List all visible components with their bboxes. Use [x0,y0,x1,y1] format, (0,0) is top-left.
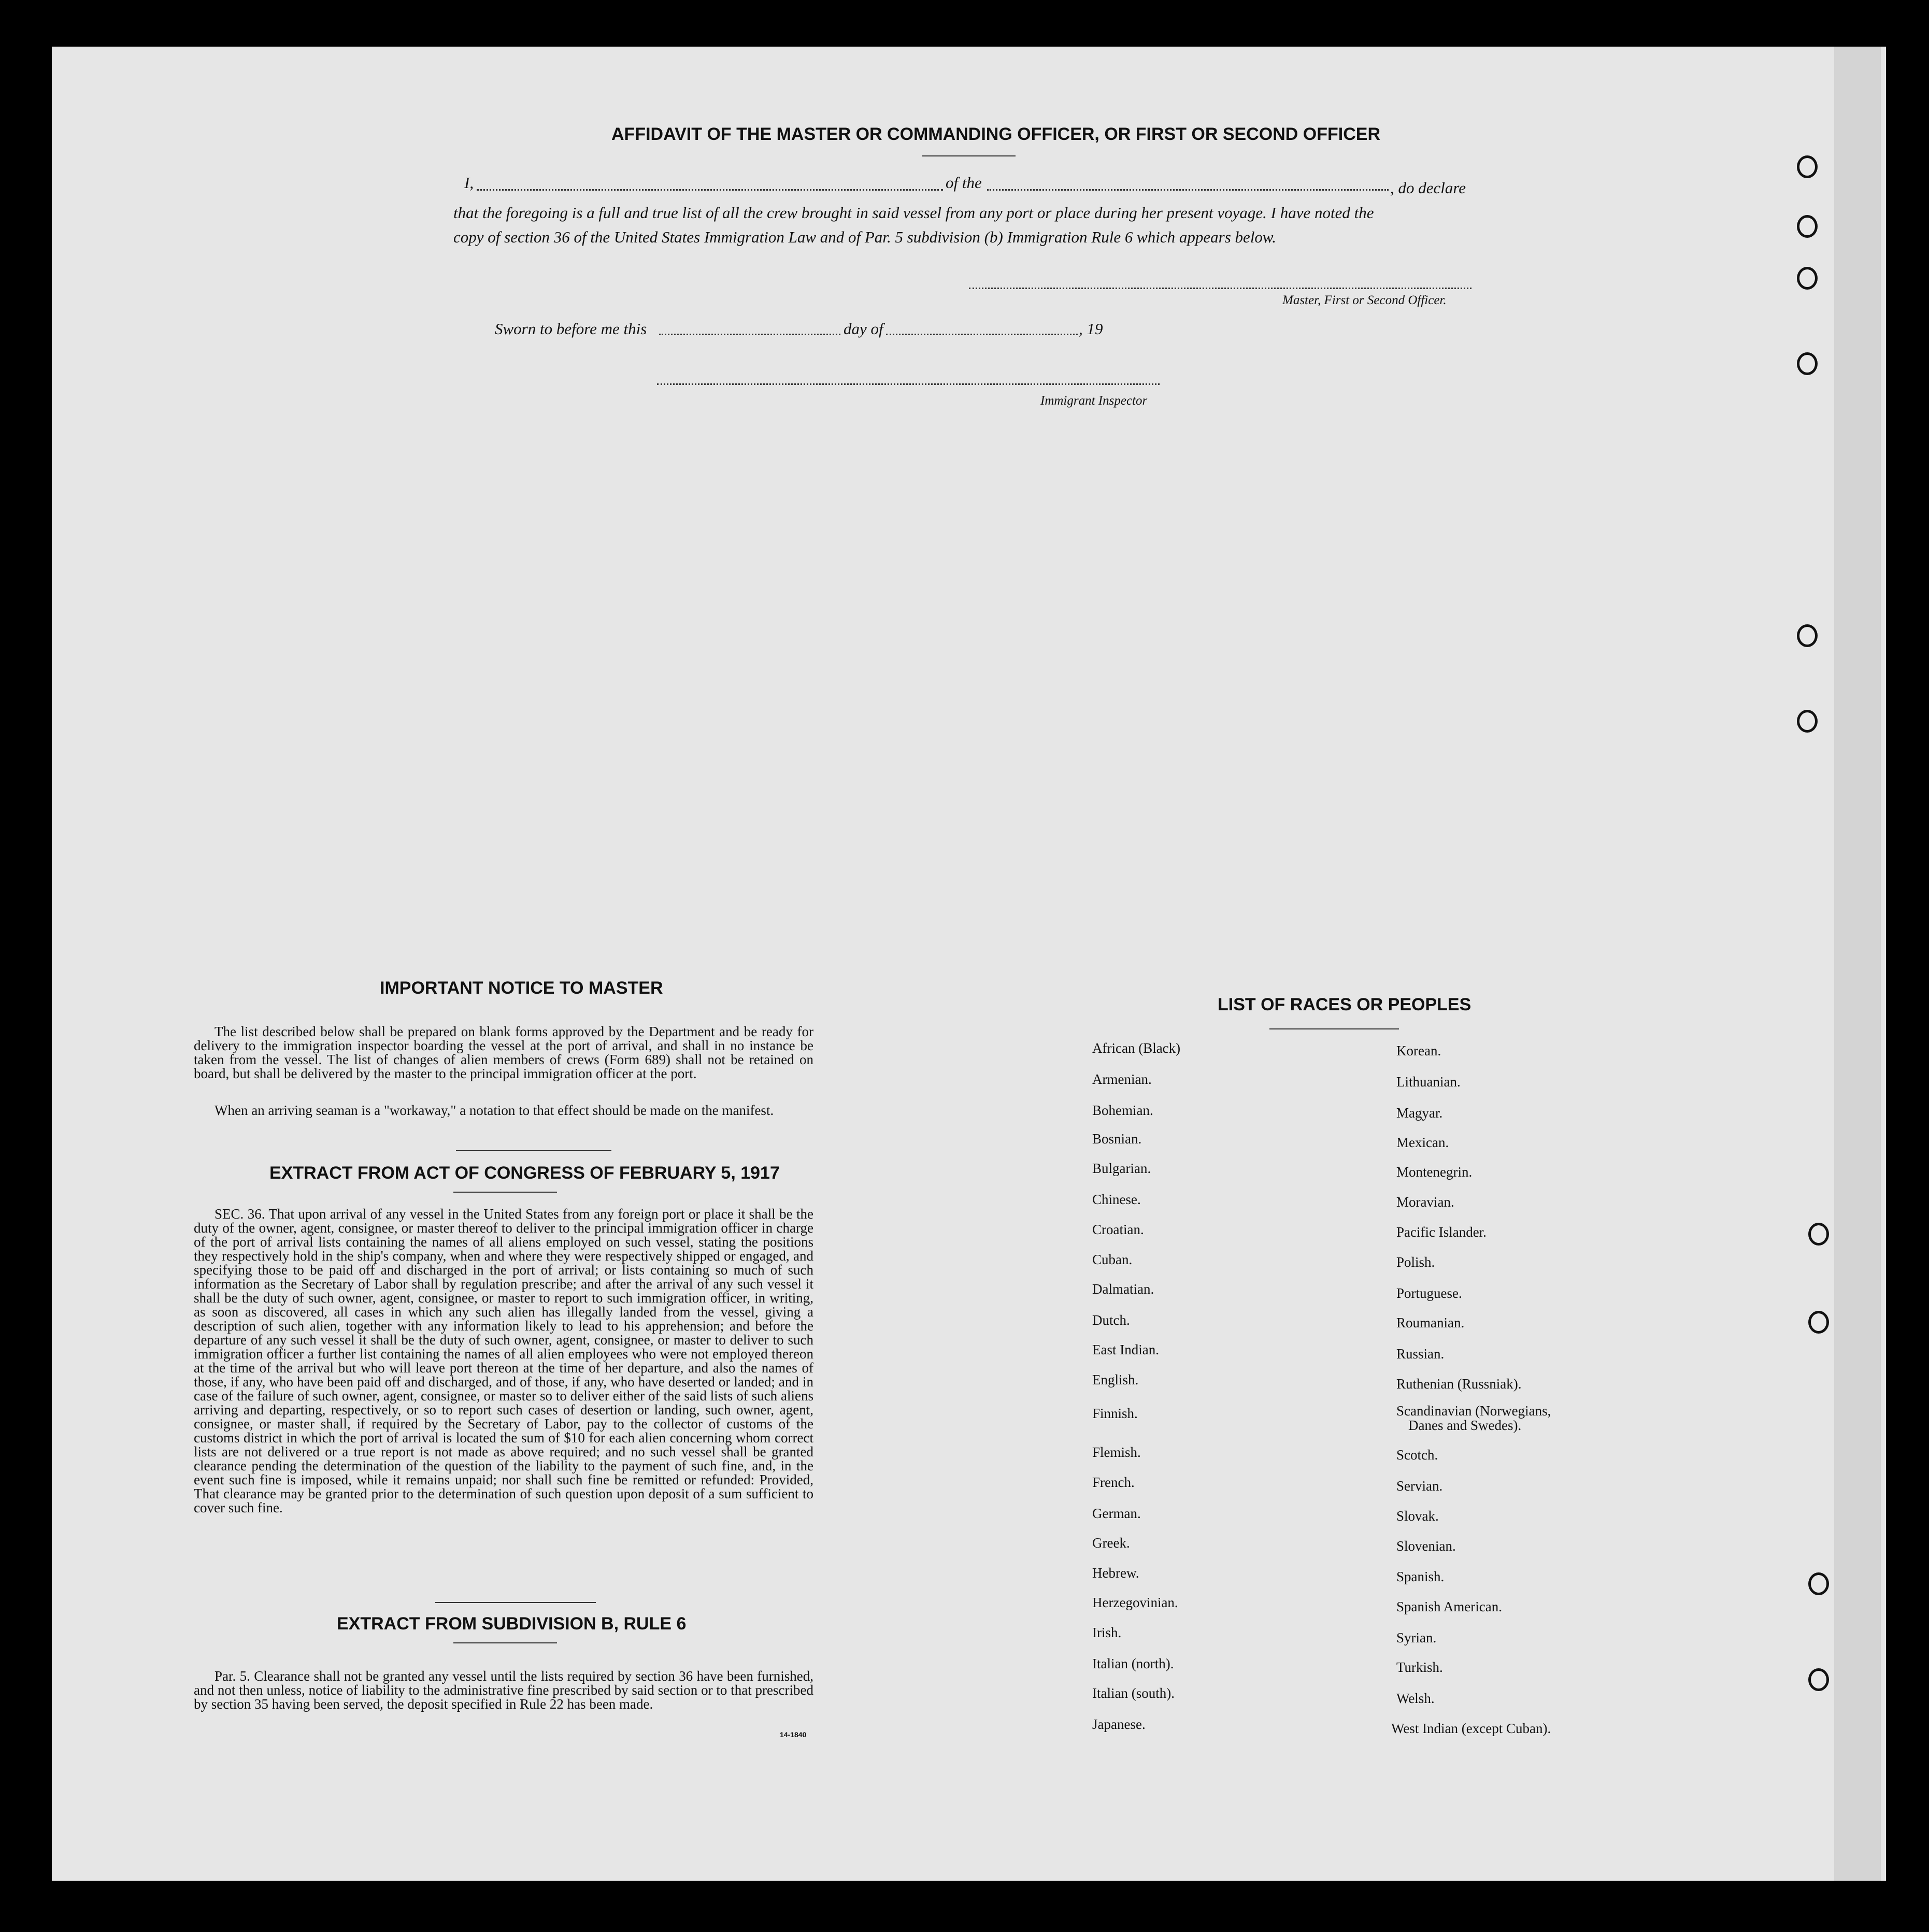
binder-hole-icon [1797,710,1818,733]
race-entry: Scotch. [1396,1447,1438,1463]
races-title-rule [1269,1028,1399,1029]
rule-title-rule [453,1642,557,1643]
master-signature-label: Master, First or Second Officer. [1282,293,1447,307]
race-entry: Korean. [1396,1043,1441,1058]
affidavit-of-the: of the [946,174,982,192]
notice-paragraph-2 [194,1104,813,1118]
notice-paragraph-2-text: When an arriving seaman is a "workaway," a notation to that effect should be made on the manifest. [215,1103,774,1118]
race-entry: Pacific Islander. [1396,1224,1487,1240]
affidavit-title: AFFIDAVIT OF THE MASTER OR COMMANDING OFFICER, OR FIRST OR SECOND OFFICER [611,124,1380,144]
binder-hole-icon [1808,1572,1829,1595]
act-title: EXTRACT FROM ACT OF CONGRESS OF FEBRUARY 5, 1917 [269,1163,780,1183]
rule-paragraph [194,1669,813,1711]
day-of-label: day of [844,320,883,338]
notice-paragraph-1 [194,1025,813,1081]
race-entry: Lithuanian. [1396,1074,1461,1090]
binder-hole-icon [1808,1311,1829,1334]
act-paragraph [194,1207,813,1515]
notice-paragraph-1-text: The list described below shall be prepared on blank forms approved by the Department and be ready for delivery to the immigration inspector boarding the vessel at the port of arrival, and shall in no instance be taken from the vessel. The list of changes of alien members of crews (Form 689) shall not be retained on board, but shall be delivered by the master to the principal immigration officer at the port. [194,1024,813,1081]
affidavit-line-3: copy of section 36 of the United States Immigration Law and of Par. 5 subdivision (b) Immigration Rule 6 which appears below. [453,228,1277,246]
race-entry: Mexican. [1396,1135,1449,1150]
race-entry: English. [1092,1372,1139,1387]
race-entry: Irish. [1092,1625,1122,1640]
year-label: , 19 [1079,320,1103,338]
race-entry: Servian. [1396,1478,1443,1494]
race-entry: Bosnian. [1092,1131,1142,1147]
race-entry: West Indian (except Cuban). [1391,1721,1551,1736]
binder-hole-icon [1797,215,1818,238]
binder-hole-icon [1797,155,1818,178]
binder-hole-icon [1797,267,1818,290]
race-entry: Armenian. [1092,1071,1152,1087]
race-entry: Slovenian. [1396,1538,1456,1554]
race-entry: Spanish American. [1396,1599,1502,1614]
race-entry: Dutch. [1092,1312,1130,1328]
race-entry: German. [1092,1506,1141,1521]
inspector-label: Immigrant Inspector [1040,394,1148,408]
notice-divider [456,1150,611,1151]
race-entry: Cuban. [1092,1252,1133,1267]
race-entry: Montenegrin. [1396,1164,1473,1180]
race-entry: East Indian. [1092,1342,1159,1357]
act-divider [435,1602,596,1603]
master-signature-field[interactable] [969,288,1471,289]
affidavit-declare: , do declare [1390,179,1466,197]
rule-title: EXTRACT FROM SUBDIVISION B, RULE 6 [337,1614,687,1634]
race-entry: Herzegovinian. [1092,1595,1178,1610]
race-entry: Chinese. [1092,1192,1141,1207]
notice-title: IMPORTANT NOTICE TO MASTER [380,978,663,998]
race-entry: Flemish. [1092,1444,1141,1460]
race-entry: Roumanian. [1396,1315,1465,1330]
form-number: 14-1840 [780,1730,807,1739]
manifest-sheet [52,47,1886,1881]
race-entry: Portuguese. [1396,1285,1462,1301]
race-entry: Turkish. [1396,1659,1443,1675]
affidavit-title-rule [922,155,1016,156]
race-entry: Hebrew. [1092,1565,1139,1581]
sworn-day-field[interactable] [659,334,840,335]
race-entry: Spanish. [1396,1569,1445,1584]
race-entry: Finnish. [1092,1406,1138,1421]
act-title-rule [453,1192,557,1193]
race-entry: Dalmatian. [1092,1281,1154,1297]
declarant-name-field[interactable] [477,189,943,191]
binder-hole-icon [1797,352,1818,375]
race-entry: Danes and Swedes). [1408,1418,1522,1433]
race-entry: Syrian. [1396,1630,1437,1645]
race-entry: Greek. [1092,1535,1130,1551]
race-entry: Italian (north). [1092,1656,1174,1671]
sworn-label: Sworn to before me this [495,320,647,338]
rule-paragraph-text: Par. 5. Clearance shall not be granted any vessel until the lists required by section 36 have been furnished, and not then unless, notice of liability to the administrative fine prescribed by said section or to that prescribed by section 35 having been served, the deposit specified in Rule 22 has been made. [194,1668,813,1712]
binder-hole-icon [1797,624,1818,647]
binder-hole-icon [1808,1223,1829,1246]
races-title: LIST OF RACES OR PEOPLES [1218,995,1471,1014]
race-entry: Polish. [1396,1254,1435,1270]
race-entry: Italian (south). [1092,1685,1175,1701]
race-entry: Moravian. [1396,1194,1454,1210]
binder-hole-icon [1808,1668,1829,1691]
race-entry: Magyar. [1396,1105,1443,1121]
race-entry: Bulgarian. [1092,1161,1151,1176]
race-entry: Bohemian. [1092,1103,1153,1118]
act-paragraph-text: SEC. 36. That upon arrival of any vessel in the United States from any foreign port or place it shall be the duty of the owner, agent, consignee, or master thereof to deliver to the principal immigration officer in charge of the port of arrival lists containing the names of all aliens employed on such vessel, stating the positions they respectively hold in the ship's company, when and where they were respectively shipped or engaged, and specifying those to be paid off and discharged in the port of arrival; or lists containing so much of such information as the Secretary of Labor shall by regulation prescribe; and after the arrival of any such vessel it shall be the duty of such owner, agent, consignee, or master to report to such immigration officer, in writing, as soon as discovered, all cases in which any such alien has illegally landed from the vessel, giving a description of such alien, together with any information likely to lead to his apprehension; and before the departure of any such vessel it shall be the duty of such owner, agent, consignee, or master to deliver to such immigration officer a further list containing the names of all alien employees who were not employed thereon at the time of the arrival but who will leave port thereon at the time of her departure, and also the names of those, if any, who have been paid off and discharged, and of those, if any, who have deserted or landed; and in case of the failure of such owner, agent, consignee, or master so to deliver either of the said lists of such aliens arriving and departing, respectively, or so to report such cases of desertion or landing, such owner, agent, consignee, or master shall, if required by the Secretary of Labor, pay to the collector of customs of the customs district in which the port of arrival is located the sum of $10 for each alien concerning whom correct lists are not delivered or a true report is not made as above required; and no such vessel shall be granted clearance pending the determination of the question of the liability to the payment of such fine, and, in the event such fine is imposed, while it remains unpaid; nor shall such fine be remitted or refunded: Provided, That clearance may be granted prior to the determination of such question upon deposit of a sum sufficient to cover such fine. [194,1206,813,1515]
inspector-signature-field[interactable] [657,383,1160,385]
sheet-edge [1834,47,1881,1881]
race-entry: Ruthenian (Russniak). [1396,1376,1522,1392]
vessel-name-field[interactable] [987,189,1389,191]
race-entry: Scandinavian (Norwegians, [1396,1403,1551,1419]
race-entry: Welsh. [1396,1691,1435,1706]
race-entry: Russian. [1396,1346,1445,1362]
sworn-month-field[interactable] [886,334,1078,335]
race-entry: Japanese. [1092,1716,1146,1732]
race-entry: African (Black) [1092,1040,1181,1056]
race-entry: Slovak. [1396,1508,1439,1524]
affidavit-line-2: that the foregoing is a full and true list of all the crew brought in said vessel from any port or place during her present voyage. I have noted the [453,204,1374,222]
affidavit-i: I, [464,174,474,192]
race-entry: Croatian. [1092,1222,1144,1237]
race-entry: French. [1092,1475,1135,1490]
